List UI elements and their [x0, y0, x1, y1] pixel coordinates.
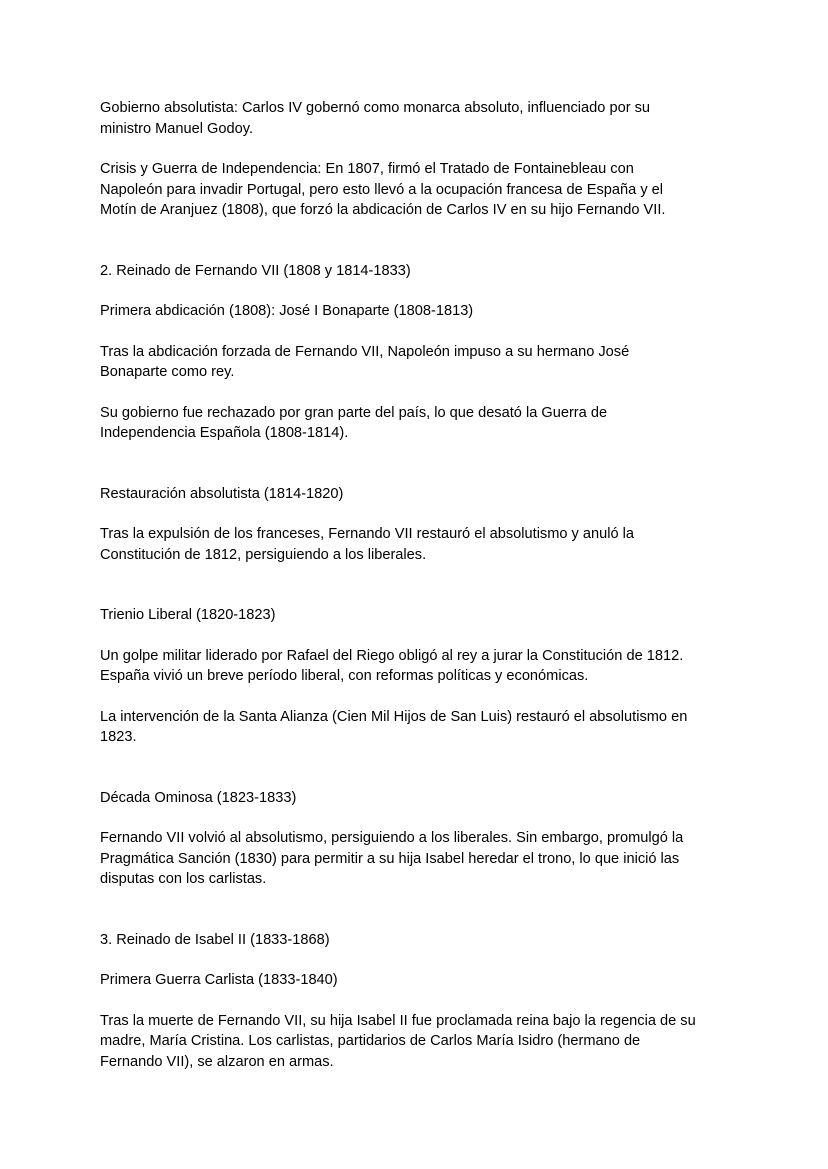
text-line: Napoleón para invadir Portugal, pero esto llevó a la ocupación francesa de España y el	[100, 181, 664, 198]
document-page	[100, 98, 740, 1072]
subheading-decada-ominosa	[100, 788, 740, 809]
text-line: Un golpe militar liderado por Rafael del Riego obligó al rey a jurar la Constitución de 1812.	[100, 647, 684, 664]
paragraph-santa-alianza	[100, 707, 740, 748]
subheading-text: Restauración absolutista (1814-1820)	[100, 485, 344, 502]
paragraph-gobierno-absolutista	[100, 98, 740, 139]
text-line: ministro Manuel Godoy.	[100, 120, 254, 137]
paragraph-golpe-militar	[100, 646, 740, 687]
text-line: 1823.	[100, 729, 137, 745]
text-line: La intervención de la Santa Alianza (Cien Mil Hijos de San Luis) restauró el absolutismo en	[100, 708, 688, 725]
text-line: Gobierno absolutista: Carlos IV gobernó como monarca absoluto, influenciado por su	[100, 100, 651, 116]
text-line: disputas con los carlistas.	[100, 871, 267, 887]
text-line: Tras la abdicación forzada de Fernando VII, Napoleón impuso a su hermano José	[100, 343, 630, 360]
paragraph-jose-bonaparte	[100, 342, 740, 383]
paragraph-crisis-guerra	[100, 159, 740, 221]
text-line: Tras la muerte de Fernando VII, su hija Isabel II fue proclamada reina bajo la regencia de su	[100, 1012, 696, 1029]
paragraph-carlistas	[100, 1011, 740, 1073]
subheading-primera-guerra-carlista	[100, 970, 740, 991]
subheading-restauracion-absolutista	[100, 484, 740, 505]
text-line: Fernando VII), se alzaron en armas.	[100, 1053, 334, 1070]
paragraph-pragmatica-sancion	[100, 828, 740, 890]
text-line: Motín de Aranjuez (1808), que forzó la abdicación de Carlos IV en su hijo Fernando VII.	[100, 202, 666, 218]
text-line: Pragmática Sanción (1830) para permitir a su hija Isabel heredar el trono, lo que inició las	[100, 850, 680, 867]
paragraph-restauracion	[100, 524, 740, 565]
subheading-text: Primera Guerra Carlista (1833-1840)	[100, 972, 338, 988]
text-line: Tras la expulsión de los franceses, Fernando VII restauró el absolutismo y anuló la	[100, 526, 635, 542]
subheading-text: Primera abdicación (1808): José I Bonaparte (1808-1813)	[100, 303, 474, 319]
subheading-text: Trienio Liberal (1820-1823)	[100, 607, 276, 623]
text-line: madre, María Cristina. Los carlistas, partidarios de Carlos María Isidro (hermano de	[100, 1033, 641, 1049]
heading-text: 3. Reinado de Isabel II (1833-1868)	[100, 931, 330, 948]
subheading-primera-abdicacion	[100, 301, 740, 322]
text-line: Constitución de 1812, persiguiendo a los liberales.	[100, 546, 427, 563]
text-line: Fernando VII volvió al absolutismo, persiguiendo a los liberales. Sin embargo, promulgó la	[100, 830, 684, 846]
text-line: Su gobierno fue rechazado por gran parte del país, lo que desató la Guerra de	[100, 404, 608, 421]
subheading-trienio-liberal	[100, 605, 740, 626]
text-line: Independencia Española (1808-1814).	[100, 425, 349, 441]
text-line: España vivió un breve período liberal, con reformas políticas y económicas.	[100, 668, 589, 684]
section-heading-isabel-ii	[100, 930, 740, 951]
subheading-text: Década Ominosa (1823-1833)	[100, 789, 297, 806]
heading-text: 2. Reinado de Fernando VII (1808 y 1814-1833)	[100, 262, 411, 279]
section-heading-fernando-vii	[100, 261, 740, 282]
paragraph-guerra-independencia	[100, 403, 740, 444]
text-line: Crisis y Guerra de Independencia: En 1807, firmó el Tratado de Fontainebleau con	[100, 161, 634, 177]
text-line: Bonaparte como rey.	[100, 364, 235, 380]
